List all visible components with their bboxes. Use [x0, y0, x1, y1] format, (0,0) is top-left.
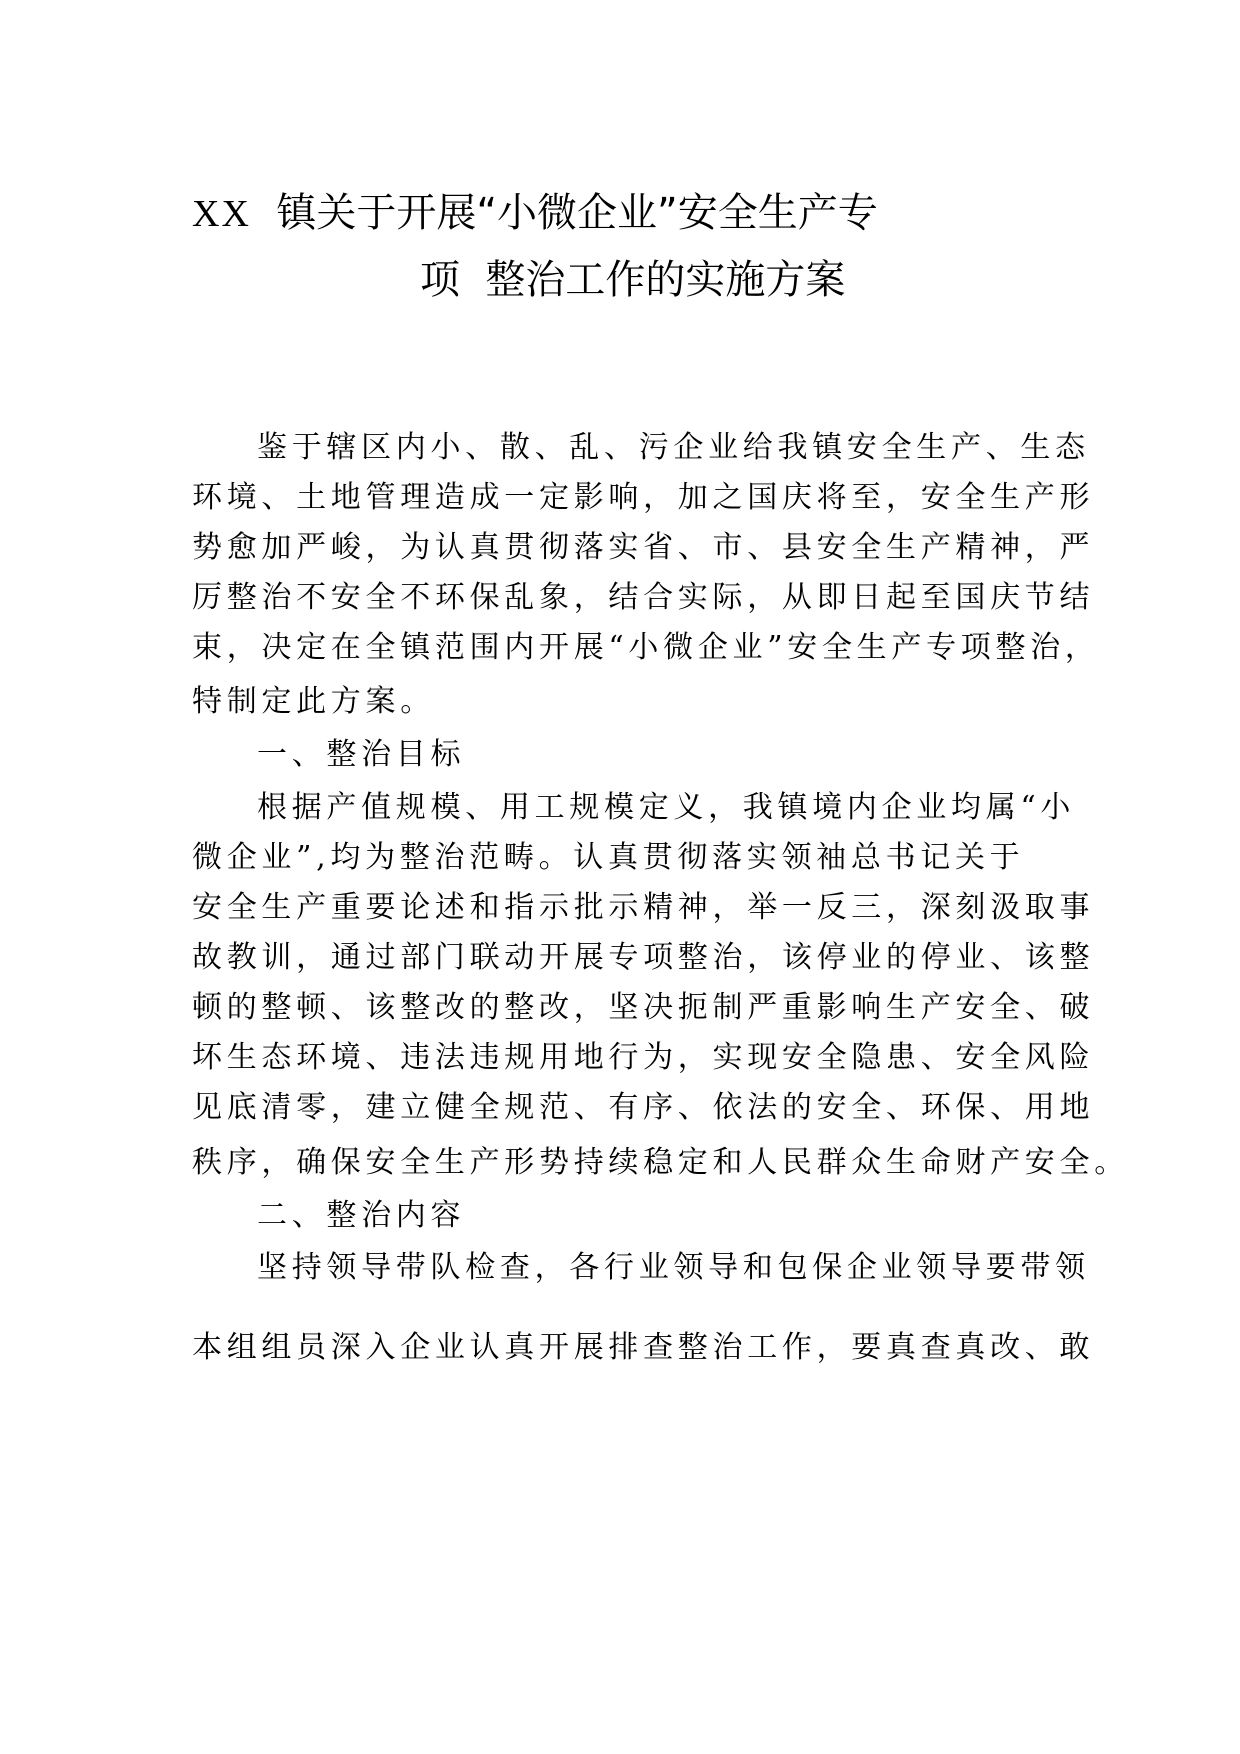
body-line: 势愈加严峻，为认真贯彻落实省、市、县安全生产精神，严	[192, 530, 1095, 565]
document-title-line-1	[192, 185, 878, 242]
body-line: 坚持领导带队检查，各行业领导和包保企业领导要带领	[257, 1250, 1090, 1285]
body-line: 故教训，通过部门联动开展专项整治，该停业的停业、该整	[192, 940, 1095, 975]
body-line: 安全生产重要论述和指示批示精神，举一反三，深刻汲取事	[192, 890, 1095, 925]
section-heading: 一、整治目标	[257, 737, 466, 772]
body-line: 环境、土地管理造成一定影响，加之国庆将至，安全生产形	[192, 480, 1095, 515]
body-line: 束，决定在全镇范围内开展“小微企业”安全生产专项整治，	[192, 630, 1100, 665]
title-text-2: 项 整治工作的实施方案	[420, 257, 846, 303]
title-prefix: XX	[192, 193, 251, 235]
body-line: 见底清零，建立健全规范、有序、依法的安全、环保、用地	[192, 1090, 1095, 1125]
body-line: 本组组员深入企业认真开展排查整治工作，要真查真改、敢	[192, 1330, 1095, 1365]
title-text-1: 镇关于开展“小微企业”安全生产专	[276, 190, 878, 236]
body-line: 微企业”,均为整治范畴。认真贯彻落实领袖总书记关于	[192, 840, 1025, 875]
body-line: 坏生态环境、违法违规用地行为，实现安全隐患、安全风险	[192, 1040, 1095, 1075]
body-line: 顿的整顿、该整改的整改，坚决扼制严重影响生产安全、破	[192, 990, 1095, 1025]
body-line: 厉整治不安全不环保乱象，结合实际，从即日起至国庆节结	[192, 580, 1095, 615]
document-title-line-2	[420, 252, 845, 308]
body-line: 根据产值规模、用工规模定义，我镇境内企业均属“小	[257, 790, 1076, 825]
body-line: 鉴于辖区内小、散、乱、污企业给我镇安全生产、生态	[257, 430, 1090, 465]
body-line: 秩序，确保安全生产形势持续稳定和人民群众生命财产安全。	[192, 1145, 1129, 1180]
section-heading: 二、整治内容	[257, 1198, 466, 1233]
body-line: 特制定此方案。	[192, 684, 435, 719]
